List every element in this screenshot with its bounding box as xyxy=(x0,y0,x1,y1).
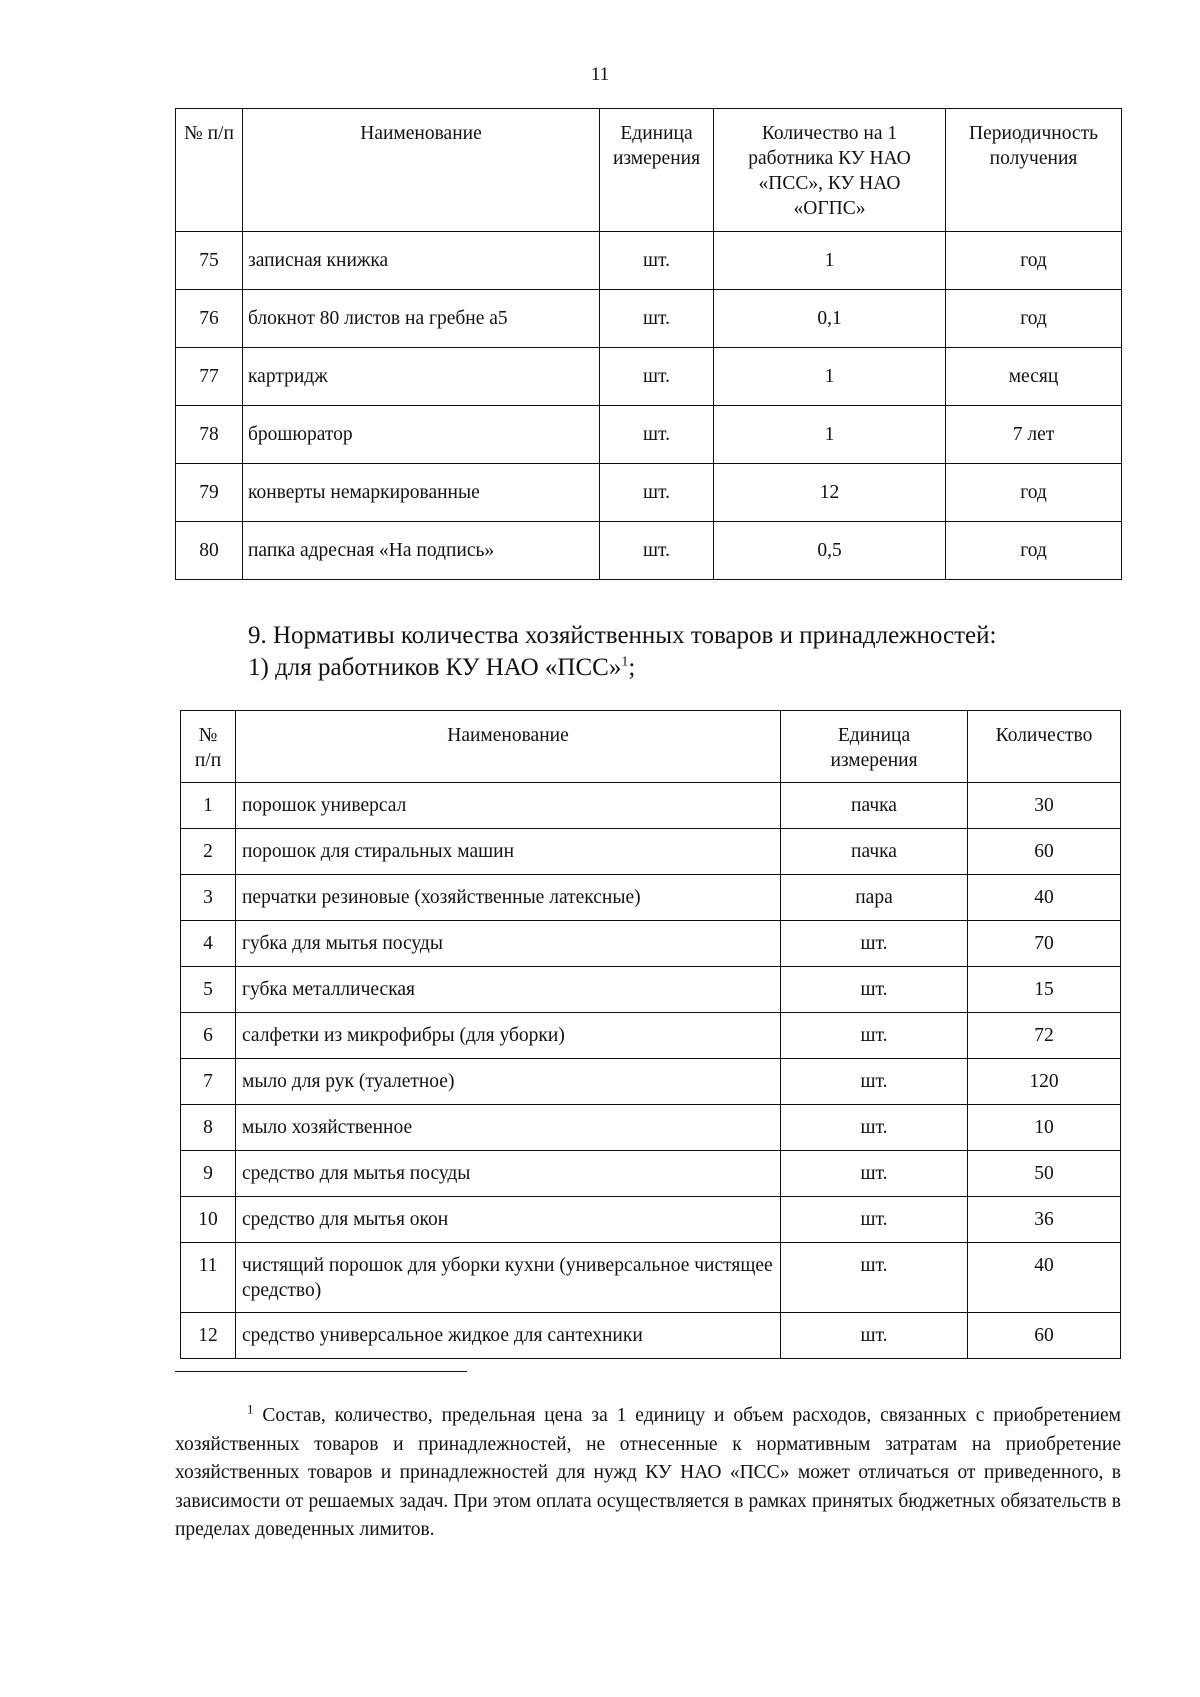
cell-name: средство для мытья посуды xyxy=(236,1151,781,1197)
cell-name: картридж xyxy=(243,348,600,406)
cell-number: 78 xyxy=(176,406,243,464)
cell-number: 9 xyxy=(181,1151,236,1197)
cell-quantity: 0,1 xyxy=(714,290,946,348)
table-row xyxy=(181,967,1121,1013)
table-row xyxy=(176,406,1122,464)
footnote xyxy=(175,1402,1121,1545)
cell-number: 3 xyxy=(181,875,236,921)
subtitle-text: 1) для работников КУ НАО «ПСС» xyxy=(248,654,622,681)
cell-unit: пара xyxy=(781,875,968,921)
table-row xyxy=(181,1313,1121,1359)
cell-periodicity: год xyxy=(946,232,1122,290)
cell-number: 6 xyxy=(181,1013,236,1059)
cell-number: 76 xyxy=(176,290,243,348)
cell-number: 8 xyxy=(181,1105,236,1151)
cell-quantity: 10 xyxy=(968,1105,1121,1151)
cell-periodicity: год xyxy=(946,522,1122,580)
cell-quantity: 60 xyxy=(968,1313,1121,1359)
table-row xyxy=(176,232,1122,290)
cell-number: 80 xyxy=(176,522,243,580)
cell-name: губка для мытья посуды xyxy=(236,921,781,967)
office-supplies-table xyxy=(175,108,1122,580)
cell-unit: шт. xyxy=(781,1151,968,1197)
cell-unit: шт. xyxy=(600,348,714,406)
table-row xyxy=(181,921,1121,967)
cell-name: порошок универсал xyxy=(236,783,781,829)
cell-unit: шт. xyxy=(600,290,714,348)
cell-number: 4 xyxy=(181,921,236,967)
cell-number: 12 xyxy=(181,1313,236,1359)
cell-quantity: 70 xyxy=(968,921,1121,967)
page-number: 11 xyxy=(590,64,610,85)
cell-unit: шт. xyxy=(781,967,968,1013)
table-row xyxy=(181,1013,1121,1059)
cell-name: порошок для стиральных машин xyxy=(236,829,781,875)
header-name: Наименование xyxy=(243,109,600,232)
table-row xyxy=(176,290,1122,348)
footnote-mark: 1 xyxy=(247,1401,254,1417)
cell-periodicity: месяц xyxy=(946,348,1122,406)
cell-periodicity: год xyxy=(946,464,1122,522)
cell-name: записная книжка xyxy=(243,232,600,290)
header-name: Наименование xyxy=(236,711,781,783)
cell-number: 11 xyxy=(181,1243,236,1313)
cell-quantity: 30 xyxy=(968,783,1121,829)
table-row xyxy=(181,1105,1121,1151)
section-heading xyxy=(248,620,996,684)
cell-name: чистящий порошок для уборки кухни (универсальное чистящее средство) xyxy=(236,1243,781,1313)
section-subtitle xyxy=(248,652,996,684)
cell-name: мыло хозяйственное xyxy=(236,1105,781,1151)
header-periodicity: Периодичность получения xyxy=(946,109,1122,232)
cell-name: губка металлическая xyxy=(236,967,781,1013)
cell-name: блокнот 80 листов на гребне а5 xyxy=(243,290,600,348)
table-row xyxy=(181,783,1121,829)
cell-number: 2 xyxy=(181,829,236,875)
cell-unit: шт. xyxy=(781,1313,968,1359)
cell-name: средство универсальное жидкое для сантехники xyxy=(236,1313,781,1359)
table-row xyxy=(181,1197,1121,1243)
cell-quantity: 50 xyxy=(968,1151,1121,1197)
cell-number: 5 xyxy=(181,967,236,1013)
cell-number: 79 xyxy=(176,464,243,522)
cell-quantity: 120 xyxy=(968,1059,1121,1105)
cell-number: 7 xyxy=(181,1059,236,1105)
table-row xyxy=(176,348,1122,406)
subtitle-end: ; xyxy=(628,654,636,681)
cell-unit: шт. xyxy=(781,1013,968,1059)
cell-name: салфетки из микрофибры (для уборки) xyxy=(236,1013,781,1059)
cell-quantity: 1 xyxy=(714,348,946,406)
cell-quantity: 1 xyxy=(714,406,946,464)
cell-quantity: 60 xyxy=(968,829,1121,875)
cell-quantity: 15 xyxy=(968,967,1121,1013)
cell-quantity: 36 xyxy=(968,1197,1121,1243)
cell-quantity: 12 xyxy=(714,464,946,522)
cell-periodicity: год xyxy=(946,290,1122,348)
household-supplies-table xyxy=(180,710,1121,1359)
cell-quantity: 40 xyxy=(968,875,1121,921)
cell-periodicity: 7 лет xyxy=(946,406,1122,464)
cell-name: папка адресная «На подпись» xyxy=(243,522,600,580)
cell-number: 1 xyxy=(181,783,236,829)
header-quantity-per-worker: Количество на 1 работника КУ НАО «ПСС», КУ НАО «ОГПС» xyxy=(714,109,946,232)
cell-unit: шт. xyxy=(781,921,968,967)
footnote-text: Состав, количество, предельная цена за 1 единицу и объем расходов, связанных с приобретением хозяйственных товаров и принадлежностей, не отнесенные к нормативным затратам на приобретение хозяйственных товаров и принадлежностей для нужд КУ НАО «ПСС» может отличаться от приведенного, в зависимости от решаемых задач. При этом оплата осуществляется в рамках принятых бюджетных обязательств в пределах доведенных лимитов. xyxy=(175,1405,1122,1540)
cell-unit: шт. xyxy=(781,1059,968,1105)
cell-number: 77 xyxy=(176,348,243,406)
table-row xyxy=(181,829,1121,875)
table-header-row xyxy=(176,109,1122,232)
cell-unit: пачка xyxy=(781,783,968,829)
table-header-row xyxy=(181,711,1121,783)
cell-unit: шт. xyxy=(600,406,714,464)
table-row xyxy=(181,1151,1121,1197)
cell-unit: пачка xyxy=(781,829,968,875)
cell-name: средство для мытья окон xyxy=(236,1197,781,1243)
cell-name: мыло для рук (туалетное) xyxy=(236,1059,781,1105)
cell-number: 75 xyxy=(176,232,243,290)
cell-name: перчатки резиновые (хозяйственные латексные) xyxy=(236,875,781,921)
cell-unit: шт. xyxy=(781,1105,968,1151)
section-title: 9. Нормативы количества хозяйственных товаров и принадлежностей: xyxy=(248,622,997,649)
footnote-divider xyxy=(175,1371,467,1372)
header-number: № п/п xyxy=(176,109,243,232)
table-row xyxy=(181,1243,1121,1313)
table-row xyxy=(176,464,1122,522)
cell-unit: шт. xyxy=(600,464,714,522)
cell-number: 10 xyxy=(181,1197,236,1243)
footnote-reference: 1 xyxy=(621,654,629,670)
cell-name: брошюратор xyxy=(243,406,600,464)
header-number: № п/п xyxy=(181,711,236,783)
table-row xyxy=(176,522,1122,580)
table-row xyxy=(181,1059,1121,1105)
header-quantity: Количество xyxy=(968,711,1121,783)
table-row xyxy=(181,875,1121,921)
cell-quantity: 1 xyxy=(714,232,946,290)
cell-quantity: 72 xyxy=(968,1013,1121,1059)
header-unit: Единица измерения xyxy=(781,711,968,783)
cell-unit: шт. xyxy=(781,1243,968,1313)
cell-unit: шт. xyxy=(600,232,714,290)
cell-quantity: 0,5 xyxy=(714,522,946,580)
header-unit: Единица измерения xyxy=(600,109,714,232)
cell-quantity: 40 xyxy=(968,1243,1121,1313)
cell-unit: шт. xyxy=(781,1197,968,1243)
cell-unit: шт. xyxy=(600,522,714,580)
cell-name: конверты немаркированные xyxy=(243,464,600,522)
